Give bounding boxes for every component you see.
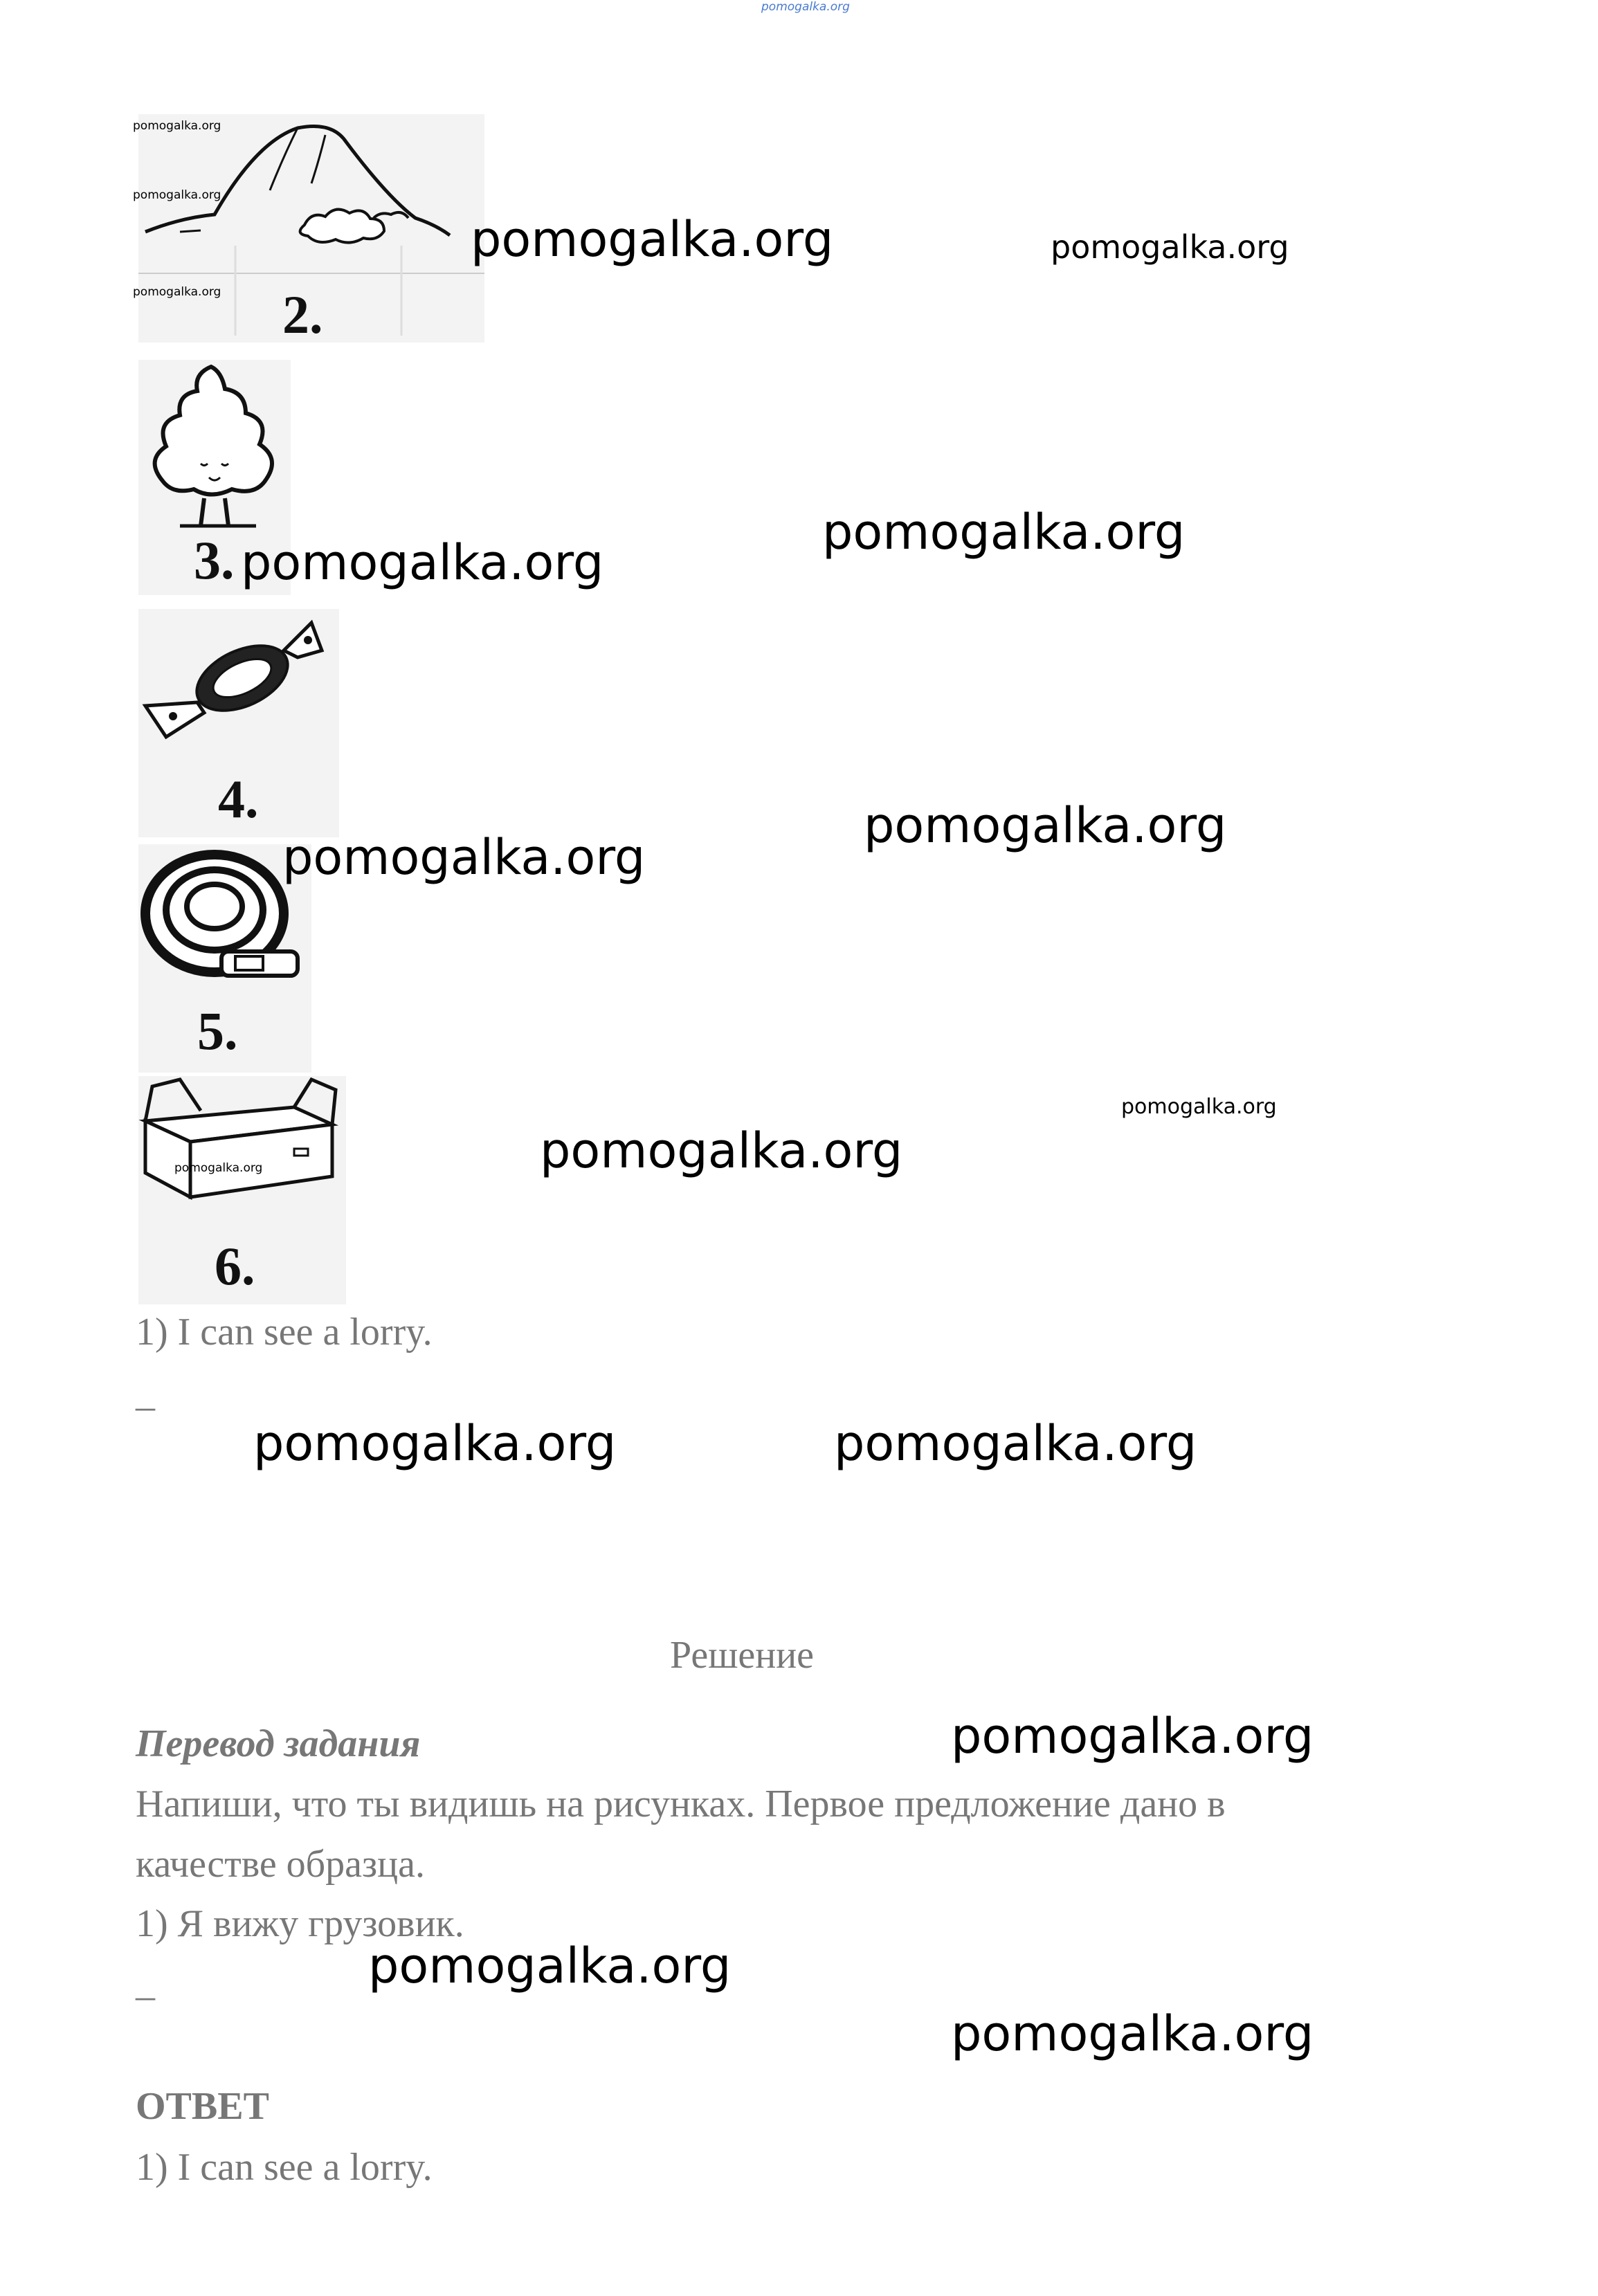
answer-heading: ОТВЕТ — [136, 2085, 269, 2128]
answer-line-1: 1) I can see a lorry. — [136, 2146, 433, 2189]
picture-number: 2. — [282, 284, 323, 345]
watermark: pomogalka.org — [951, 2005, 1314, 2062]
candy-picture — [138, 609, 339, 837]
watermark: pomogalka.org — [253, 1415, 617, 1472]
translation-example: 1) Я вижу грузовик. — [136, 1902, 464, 1945]
example-sentence: 1) I can see a lorry. — [136, 1311, 433, 1354]
picture-number: 6. — [215, 1236, 255, 1296]
picture-number: 4. — [218, 769, 259, 829]
translation-line-1: Напиши, что ты видишь на рисунках. Первое предложение дано в — [136, 1783, 1226, 1825]
watermark: pomogalka.org — [282, 829, 646, 886]
solution-title: Решение — [670, 1634, 815, 1677]
watermark: pomogalka.org — [133, 119, 221, 133]
answer-dash: – — [136, 1385, 155, 1428]
watermark: pomogalka.org — [368, 1938, 732, 1994]
watermark: pomogalka.org — [133, 188, 221, 202]
watermark: pomogalka.org — [834, 1415, 1197, 1472]
watermark: pomogalka.org — [761, 0, 850, 14]
watermark: pomogalka.org — [241, 534, 604, 591]
watermark: pomogalka.org — [1121, 1095, 1277, 1119]
watermark: pomogalka.org — [1051, 228, 1289, 266]
translation-dash: – — [136, 1974, 155, 2017]
mountain-picture — [138, 114, 484, 343]
translation-heading: Перевод задания — [136, 1722, 421, 1765]
watermark: pomogalka.org — [471, 211, 834, 268]
picture-number: 3. — [194, 530, 235, 590]
watermark: pomogalka.org — [133, 285, 221, 299]
watermark: pomogalka.org — [540, 1122, 903, 1179]
translation-line-2: качестве образца. — [136, 1843, 425, 1886]
watermark: pomogalka.org — [864, 797, 1227, 854]
watermark: pomogalka.org — [951, 1708, 1314, 1765]
picture-number: 5. — [197, 1001, 238, 1061]
watermark: pomogalka.org — [174, 1161, 263, 1175]
box-picture — [138, 1076, 346, 1304]
watermark: pomogalka.org — [822, 504, 1186, 561]
